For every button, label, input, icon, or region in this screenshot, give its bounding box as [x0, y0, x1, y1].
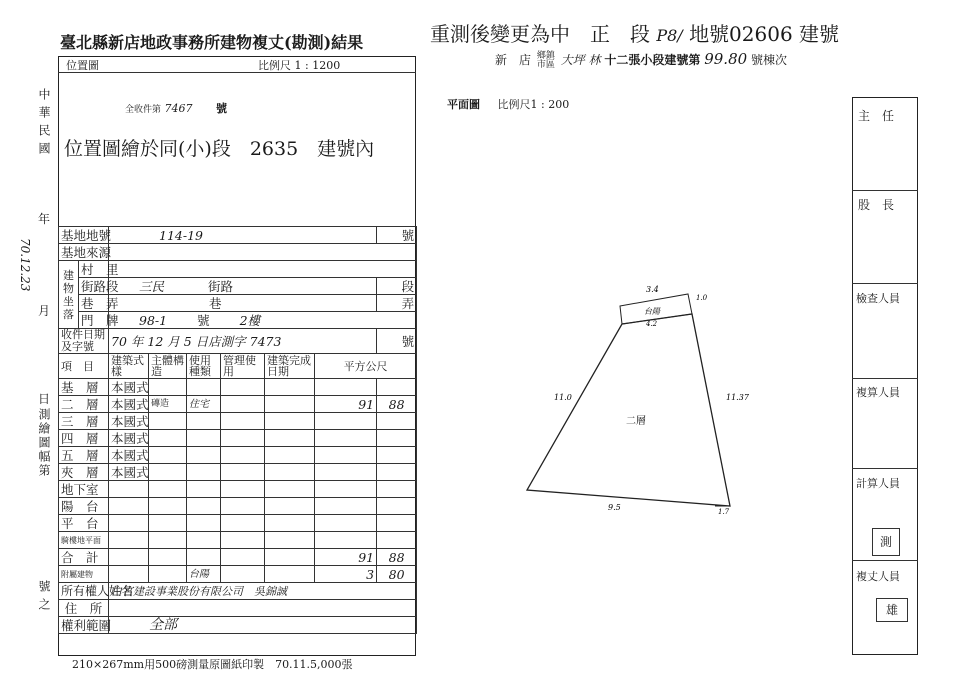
total-struct	[149, 549, 187, 566]
floor-area-int	[315, 532, 377, 549]
floor-area-int: 91	[315, 396, 377, 413]
town-kind-b: 市區	[536, 59, 555, 70]
floor-style	[109, 481, 149, 498]
receipt-number: 7467	[164, 102, 193, 115]
dim-right: 11.37	[726, 393, 749, 402]
floor-name: 二 層	[59, 396, 109, 413]
dim-inner: 4.2	[646, 320, 658, 328]
place-name: 大坪	[560, 53, 585, 67]
col-area: 平方公尺	[315, 354, 417, 379]
scope-label: 權利範圍	[59, 617, 109, 634]
receipt-date-label: 收件日期及字號	[59, 329, 109, 354]
era-label: 中華民國	[37, 88, 51, 160]
floor-mgmt	[221, 379, 265, 396]
annex-use: 台陽	[187, 566, 221, 583]
floor-style: 本國式	[109, 464, 149, 481]
resurvey-header	[430, 18, 839, 47]
floor-area-dec	[377, 481, 417, 498]
floor-done	[265, 464, 315, 481]
floor-struct	[149, 430, 187, 447]
seal-stamp-1-text: 測	[879, 535, 892, 549]
floor-style: 本國式	[109, 379, 149, 396]
floor-style: 本國式	[109, 430, 149, 447]
floor-struct	[149, 481, 187, 498]
location-label: 位置圖	[66, 59, 99, 72]
floor-struct: 磚造	[149, 396, 187, 413]
form-footer: 210×267mm用500磅測量原圖紙印製 70.11.5,000張	[72, 658, 353, 671]
floor-row	[59, 532, 417, 549]
town-kind-a: 鄉鎮	[536, 50, 555, 61]
approval-divider-3	[852, 378, 918, 379]
col-struct: 主體構造	[149, 354, 187, 379]
town-line	[495, 50, 787, 70]
floor-struct	[149, 413, 187, 430]
floor-struct	[149, 447, 187, 464]
annex-style	[109, 566, 149, 583]
floor-mgmt	[221, 481, 265, 498]
floor-done	[265, 498, 315, 515]
floor-area-dec	[377, 532, 417, 549]
approval-section-label: 股 長	[858, 198, 895, 212]
base-source-label: 基地來源	[59, 244, 109, 261]
lane-label: 巷 弄	[79, 295, 109, 312]
floor-use	[187, 379, 221, 396]
floor-label: 二層	[626, 416, 646, 427]
street-value	[109, 278, 377, 295]
resurvey-note: 重測後變更為中 正 段	[430, 22, 650, 46]
floor-row	[59, 379, 417, 396]
floor-use	[187, 498, 221, 515]
floor-style: 本國式	[109, 447, 149, 464]
section-number: P8/	[656, 26, 683, 45]
floor-row	[59, 481, 417, 498]
floor-row	[59, 464, 417, 481]
floor-mgmt	[221, 413, 265, 430]
floor-area-int	[315, 498, 377, 515]
floor-style: 本國式	[109, 396, 149, 413]
receipt-date-unit: 號	[377, 329, 417, 354]
floor-use	[187, 464, 221, 481]
sheet-label: 測繪圖幅第	[37, 408, 51, 478]
floor-area-int	[315, 515, 377, 532]
town-name: 新 店	[495, 53, 532, 67]
base-source-value	[109, 244, 417, 261]
annex-int: 3	[315, 566, 377, 583]
floor-area-dec: 88	[377, 396, 417, 413]
floor-area-dec	[377, 413, 417, 430]
location-note: 位置圖繪於同(小)段 2635 建號內	[64, 138, 375, 160]
floor-row	[59, 413, 417, 430]
floor-done	[265, 430, 315, 447]
floor-area-dec	[377, 464, 417, 481]
total-int: 91	[315, 549, 377, 566]
floor-mgmt	[221, 532, 265, 549]
office-title: 臺北縣新店地政事務所建物複丈(勘測)結果	[60, 33, 364, 52]
plan-label: 平面圖	[447, 98, 480, 111]
floor-value: 2樓	[239, 312, 261, 328]
floor-mgmt	[221, 447, 265, 464]
location-header	[58, 56, 416, 73]
floor-area-dec	[377, 447, 417, 464]
dim-left: 11.0	[554, 393, 572, 402]
floor-area-dec	[377, 430, 417, 447]
col-done: 建築完成日期	[265, 354, 315, 379]
floor-struct	[149, 532, 187, 549]
location-scale: 比例尺 1 : 1200	[258, 59, 341, 72]
dim-top: 3.4	[646, 285, 659, 294]
building-suffix: 號棟次	[751, 53, 788, 67]
approval-review-label: 複算人員	[856, 386, 900, 399]
floor-row	[59, 447, 417, 464]
floor-use	[187, 413, 221, 430]
floor-name: 基 層	[59, 379, 109, 396]
total-use	[187, 549, 221, 566]
floor-name: 三 層	[59, 413, 109, 430]
total-mgmt	[221, 549, 265, 566]
dim-bottom: 9.5	[608, 503, 621, 512]
seal-stamp-2	[876, 598, 908, 622]
base-lot-label: 基地地號	[59, 227, 109, 244]
building-label: 建號	[799, 22, 840, 46]
annex-label: 附屬建物	[59, 566, 109, 583]
year-label: 年	[38, 212, 51, 226]
approval-calc-label: 計算人員	[856, 477, 900, 490]
duan-unit: 段	[377, 278, 417, 295]
lot-label: 地號02606	[689, 22, 793, 46]
floor-area-int	[315, 464, 377, 481]
door-label: 門 牌	[79, 312, 109, 329]
floor-area-int	[315, 430, 377, 447]
floor-done	[265, 515, 315, 532]
receipt-suffix: 號	[216, 102, 228, 115]
approval-chief-label: 主 任	[858, 109, 895, 123]
floor-struct	[149, 515, 187, 532]
total-dec: 88	[377, 549, 417, 566]
floor-mgmt	[221, 430, 265, 447]
street-name: 三民	[139, 278, 165, 294]
total-done	[265, 549, 315, 566]
building-location-label: 建物坐落	[59, 261, 79, 329]
floor-use	[187, 532, 221, 549]
floor-done	[265, 379, 315, 396]
door-word: 號	[197, 312, 210, 328]
annex-dec: 80	[377, 566, 417, 583]
floor-done	[265, 447, 315, 464]
floor-name: 騎樓地平面	[59, 532, 109, 549]
approval-divider-1	[852, 190, 918, 191]
dim-top-right: 1.0	[696, 294, 708, 302]
floor-mgmt	[221, 396, 265, 413]
col-use: 使用種類	[187, 354, 221, 379]
dim-bottom-right: 1.7	[718, 508, 730, 516]
receipt-label: 全收件第	[125, 105, 162, 115]
month-label: 月	[38, 304, 51, 318]
floor-area-dec	[377, 498, 417, 515]
floor-area-int	[315, 413, 377, 430]
floor-struct	[149, 464, 187, 481]
floor-style	[109, 498, 149, 515]
floor-style	[109, 515, 149, 532]
total-label: 合 計	[59, 549, 109, 566]
floor-use	[187, 515, 221, 532]
floor-row	[59, 498, 417, 515]
floor-use: 住宅	[187, 396, 221, 413]
floor-done	[265, 532, 315, 549]
floor-done	[265, 413, 315, 430]
floor-done	[265, 396, 315, 413]
floor-name: 四 層	[59, 430, 109, 447]
floor-area-dec	[377, 515, 417, 532]
approval-divider-4	[852, 468, 918, 469]
door-number: 98-1	[139, 312, 168, 328]
village-label: 村 里	[79, 261, 109, 278]
seal-stamp-1	[872, 528, 900, 556]
floor-area-dec	[377, 379, 417, 396]
receipt-date-value: 70 年 12 月 5 日店測字 7473	[109, 329, 377, 354]
floor-name: 陽 台	[59, 498, 109, 515]
plan-header	[447, 96, 569, 112]
address-label: 住 所	[59, 600, 109, 617]
col-item: 項 目	[59, 354, 109, 379]
plan-scale: 比例尺1 : 200	[497, 98, 570, 111]
floor-area-int	[315, 481, 377, 498]
door-value	[109, 312, 417, 329]
floor-use	[187, 481, 221, 498]
floor-style: 本國式	[109, 413, 149, 430]
floor-outline	[527, 314, 730, 506]
approval-check-label: 檢查人員	[856, 292, 900, 305]
nong-unit: 弄	[377, 295, 417, 312]
floor-use	[187, 430, 221, 447]
floor-row	[59, 515, 417, 532]
street-word: 街路	[208, 278, 234, 294]
floor-mgmt	[221, 515, 265, 532]
seal-stamp-2-text: 雄	[885, 603, 898, 617]
floor-struct	[149, 498, 187, 515]
floor-name: 平 台	[59, 515, 109, 532]
building-form-table	[58, 226, 417, 634]
annex-mgmt	[221, 566, 265, 583]
village-value	[109, 261, 417, 278]
floor-mgmt	[221, 464, 265, 481]
floor-style	[109, 532, 149, 549]
floor-row	[59, 396, 417, 413]
subsection-label: 十二張小段建號第	[604, 53, 701, 67]
lane-word: 巷	[109, 295, 377, 312]
floor-plan-drawing	[520, 270, 780, 530]
no-label: 號之	[37, 580, 51, 616]
balcony-label: 台陽	[644, 307, 660, 316]
approval-divider-5	[852, 560, 918, 561]
floor-name: 夾 層	[59, 464, 109, 481]
base-lot-value: 114-19	[109, 227, 377, 244]
col-mgmt: 管理使用	[221, 354, 265, 379]
street-label: 街路段	[79, 278, 109, 295]
total-style	[109, 549, 149, 566]
approval-divider-2	[852, 283, 918, 284]
floor-area-int	[315, 379, 377, 396]
floor-name: 地下室	[59, 481, 109, 498]
floor-row	[59, 430, 417, 447]
day-label: 日	[38, 392, 51, 406]
floor-name: 五 層	[59, 447, 109, 464]
place-name-b: 林	[588, 53, 601, 67]
date-handwritten: 70.12.23	[18, 238, 32, 292]
floor-done	[265, 481, 315, 498]
approval-survey-label: 複丈人員	[856, 570, 900, 583]
floor-mgmt	[221, 498, 265, 515]
annex-done	[265, 566, 315, 583]
receipt-line	[125, 100, 227, 116]
address-value	[109, 600, 417, 617]
floor-struct	[149, 379, 187, 396]
scope-value: 全部	[109, 617, 417, 634]
floor-area-int	[315, 447, 377, 464]
owner-value: 白宮建設事業股份有限公司 吳錦誠	[109, 583, 417, 600]
base-lot-unit: 號	[377, 227, 417, 244]
col-style: 建築式樣	[109, 354, 149, 379]
floor-use	[187, 447, 221, 464]
building-number: 99.80	[704, 50, 748, 68]
annex-struct	[149, 566, 187, 583]
owner-label: 所有權人姓名	[59, 583, 109, 600]
